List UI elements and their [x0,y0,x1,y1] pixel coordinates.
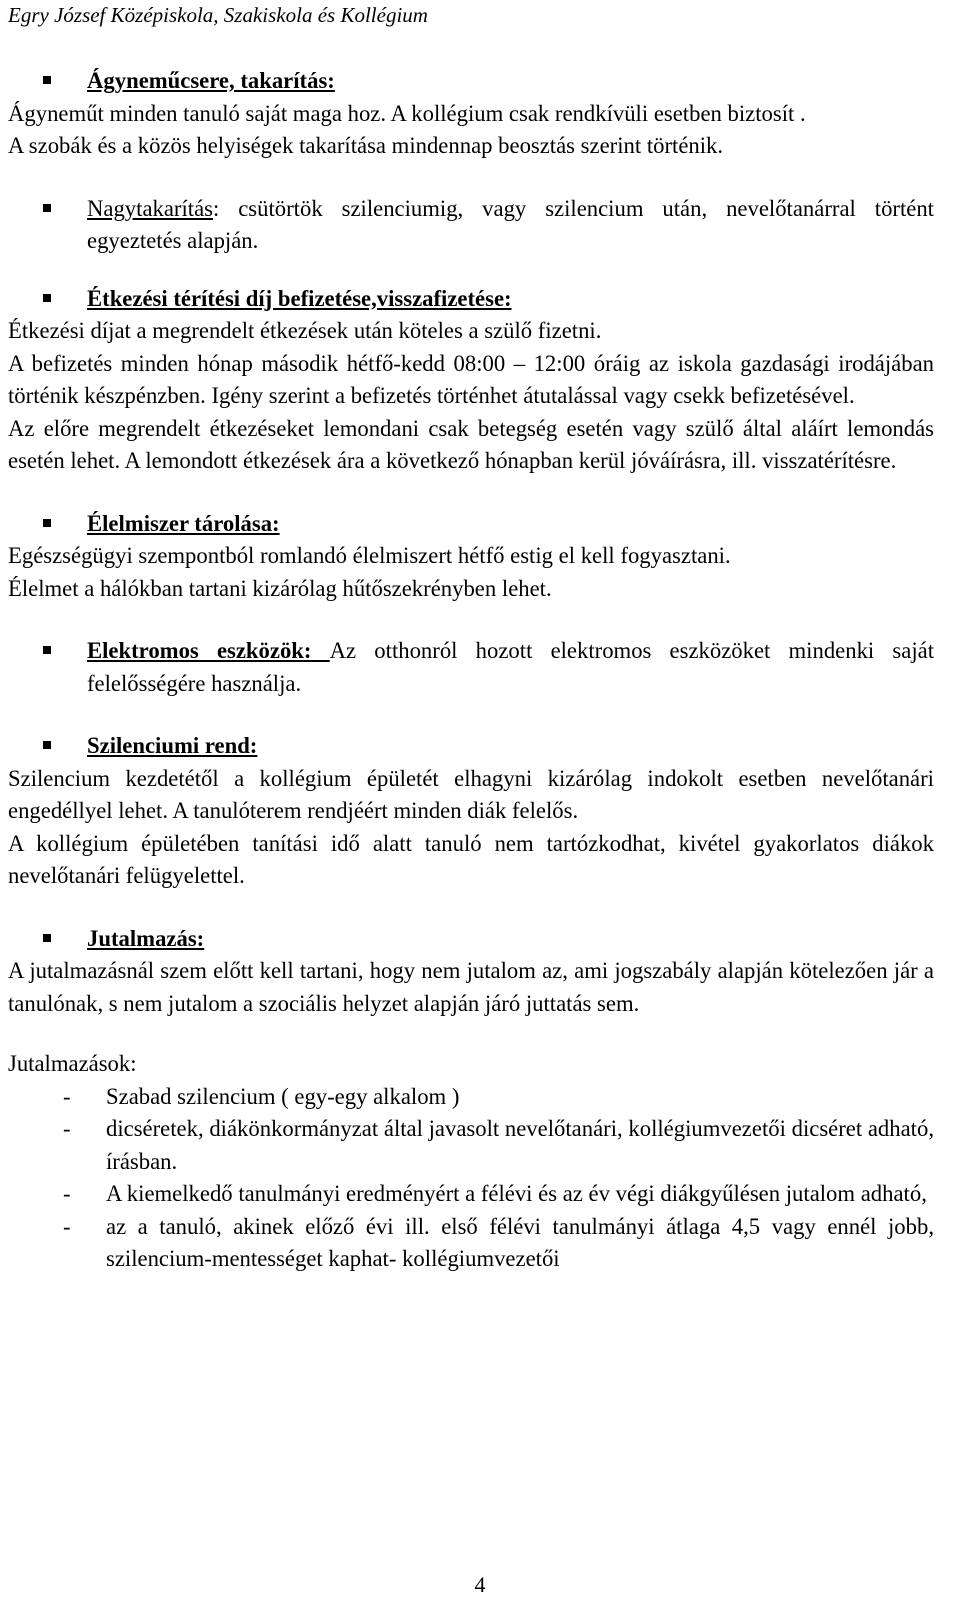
section-heading: Szilenciumi rend: [87,733,258,758]
square-bullet-icon [43,294,51,302]
paragraph: Ágyneműt minden tanuló saját maga hoz. A kollégium csak rendkívüli esetben biztosít . [8,100,806,126]
list-title: Jutalmazások: [8,1051,137,1076]
dash-marker: - [63,1083,71,1109]
dash-marker: - [63,1181,71,1206]
section-heading: Nagytakarítás [87,195,213,221]
page-number: 4 [474,1572,486,1597]
section-jutalmazas [8,923,934,956]
paragraph: Egészségügyi szempontból romlandó élelmiszert hétfő estig el kell fogyasztani. [8,543,731,568]
section-nagytakaritas [8,193,934,258]
square-bullet-icon [43,76,51,84]
section-elektromos [8,635,934,700]
paragraph: A befizetés minden hónap második hétfő-kedd 08:00 – 12:00 óráig az iskola gazdasági irodájában történik készpénzben. Igény szerint a befizetés történhet átutalással vagy csekk befizetésével. [8,350,934,408]
reward-list [8,1081,934,1276]
section-agynemu [8,65,934,98]
section-heading: Étkezési térítési díj befizetése,visszafizetése: [87,285,512,311]
section-etkezesi [8,283,934,316]
list-item-text: A kiemelkedő tanulmányi eredményért a félévi és az év végi diákgyűlésen jutalom adható, [106,1181,927,1206]
section-szilenciumi [8,730,934,763]
paragraph: Szilencium kezdetétől a kollégium épületét elhagyni kizárólag indokolt esetben nevelőtanári engedéllyel lehet. A tanulóterem rendjéért minden diák felelős. [8,765,934,823]
paragraph: A jutalmazásnál szem előtt kell tartani, hogy nem jutalom az, ami jogszabály alapján kötelezően jár a tanulónak, s nem jutalom a szociális helyzet alapján járó juttatás sem. [8,958,934,1016]
square-bullet-icon [43,934,51,942]
section-heading: Jutalmazás: [87,925,205,951]
dash-marker: - [63,1213,71,1239]
square-bullet-icon [43,646,51,654]
paragraph: Étkezési díjat a megrendelt étkezések után köteles a szülő fizetni. [8,318,602,343]
list-item [8,1081,934,1114]
paragraph: A szobák és a közös helyiségek takarítása mindennap beosztás szerint történik. [8,133,724,158]
square-bullet-icon [43,741,51,749]
list-item-text: Szabad szilencium ( egy-egy alkalom ) [106,1083,460,1109]
paragraph: A kollégium épületében tanítási idő alatt tanuló nem tartózkodhat, kivétel gyakorlatos diákok nevelőtanári felügyelettel. [8,830,934,888]
list-item [8,1211,934,1276]
list-item-text: az a tanuló, akinek előző évi ill. első félévi tanulmányi átlaga 4,5 vagy ennél jobb, szilencium-mentességet kaphat- kollégiumvezetői [106,1213,934,1271]
section-text: Az otthonról hozott elektromos eszközöket mindenki saját felelősségére használja. [87,638,934,696]
section-text: : csütörtök szilenciumig, vagy szilencium után, nevelőtanárral történt egyeztetés alapján. [87,195,934,253]
list-item-text: dicséretek, diákönkormányzat által javasolt nevelőtanári, kollégiumvezetői dicséret adható, írásban. [106,1116,934,1174]
list-item [8,1113,934,1178]
square-bullet-icon [43,204,51,212]
section-elelmiszer [8,508,934,541]
section-heading: Elektromos eszközök: [87,638,330,663]
paragraph: Élelmet a hálókban tartani kizárólag hűtőszekrényben lehet. [8,575,552,601]
document-page [8,65,934,1276]
section-heading: Élelmiszer tárolása: [87,510,280,536]
dash-marker: - [63,1116,71,1141]
document-header: Egry József Középiskola, Szakiskola és Kollégium [8,3,428,27]
list-item [8,1178,934,1211]
paragraph: Az előre megrendelt étkezéseket lemondani csak betegség esetén vagy szülő által aláírt lemondás esetén lehet. A lemondott étkezések ára a következő hónapban kerül jóváírásra, ill. visszatérítésre. [8,415,934,473]
section-heading: Ágyneműcsere, takarítás: [87,68,335,93]
square-bullet-icon [43,519,51,527]
